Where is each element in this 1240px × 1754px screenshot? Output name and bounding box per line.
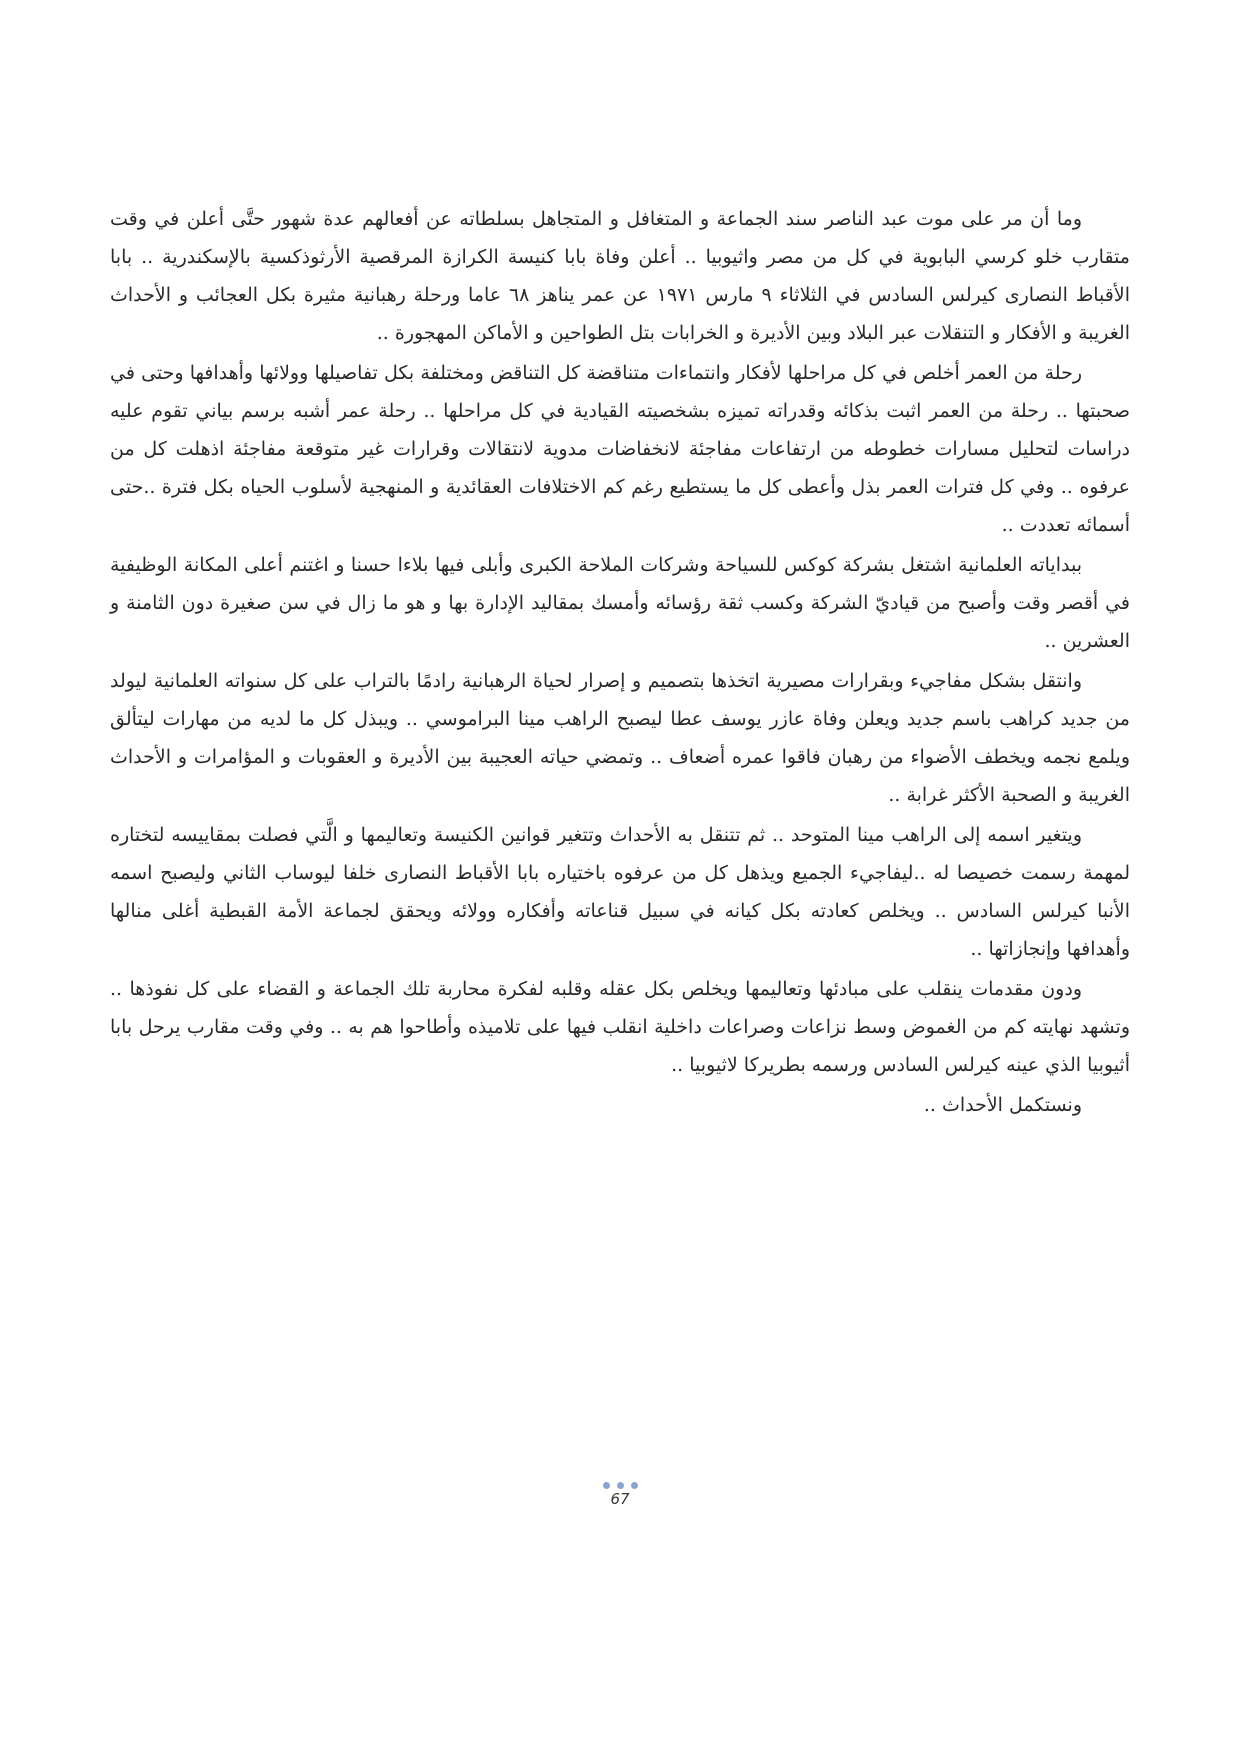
paragraph-1: وما أن مر على موت عبد الناصر سند الجماعة و المتغافل و المتجاهل بسلطاته عن أفعالهم عدة شهور حتَّى أعلن في وقت متقارب خلو كرسي البابوية في كل من مصر واثيوبيا .. أعلن وفاة بابا كنيسة الكرازة المرقصية الأرثوذكسية بالإسكندرية .. بابا الأقباط النصارى كيرلس السادس في الثلاثاء ٩ مارس ١٩٧١ عن عمر يناهز ٦٨ عاما ورحلة رهبانية مثيرة بكل العجائب و الأحداث الغريبة و الأفكار و التنقلات عبر البلاد وبين الأديرة و الخرابات بتل الطواحين و الأماكن المهجورة ..: [110, 208, 1130, 344]
ornament-dot: [617, 1482, 624, 1489]
paragraph-5: ويتغير اسمه إلى الراهب مينا المتوحد .. ثم تتنقل به الأحداث وتتغير قوانين الكنيسة وتعاليمها و الَّتي فصلت بمقاييسه لتختاره لمهمة رسمت خصيصا له ..ليفاجيء الجميع ويذهل كل من عرفوه باختياره بابا الأقباط النصارى خلفا ليوساب الثاني وليصبح اسمه الأنبا كيرلس السادس .. ويخلص كعادته بكل كيانه في سبيل قناعاته وأفكاره وولائه ويحقق لجماعة الأمة القبطية أغلى منالها وأهدافها وإنجازاتها ..: [110, 824, 1130, 960]
paragraph-6: ودون مقدمات ينقلب على مبادئها وتعاليمها ويخلص بكل عقله وقلبه لفكرة محاربة تلك الجماعة و القضاء على كل نفوذها .. وتشهد نهايته كم من الغموض وسط نزاعات وصراعات داخلية انقلب فيها على تلاميذه وأطاحوا هم به .. وفي وقت مقارب يرحل بابا أثيوبيا الذي عينه كيرلس السادس ورسمه بطريركا لاثيوبيا ..: [110, 978, 1130, 1076]
paragraph-2: رحلة من العمر أخلص في كل مراحلها لأفكار وانتماءات متناقضة كل التناقض ومختلفة بكل تفاصيلها وولائها وأهدافها وحتى في صحبتها .. رحلة من العمر اثبت بذكائه وقدراته تميزه بشخصيته القيادية في كل مراحلها .. رحلة عمر أشبه برسم بياني تقوم عليه دراسات لتحليل مسارات خطوطه من ارتفاعات مفاجئة لانخفاضات مدوية لانتقالات وقرارات غير متوقعة مفاجئة اذهلت كل من عرفوه .. وفي كل فترات العمر بذل وأعطى كل ما يستطيع رغم كم الاختلافات العقائدية و المنهجية لأسلوب الحياه بكل فترة ..حتى أسمائه تعددت ..: [110, 362, 1130, 536]
page-ornament-dots: [0, 1482, 1240, 1489]
document-body: [110, 200, 1130, 1126]
paragraph-3: ببداياته العلمانية اشتغل بشركة كوكس للسياحة وشركات الملاحة الكبرى وأبلى فيها بلاءا حسنا و اغتنم أعلى المكانة الوظيفية في أقصر وقت وأصبح من قياديّ الشركة وكسب ثقة رؤسائه وأمسك بمقاليد الإدارة بها و هو ما زال في سن صغيرة دون الثامنة و العشرين ..: [110, 554, 1130, 652]
page-number: 67: [610, 1490, 630, 1508]
ornament-dot: [603, 1482, 610, 1489]
page-footer: [0, 1482, 1240, 1508]
paragraph-4: وانتقل بشكل مفاجيء وبقرارات مصيرية اتخذها بتصميم و إصرار لحياة الرهبانية رادمًا بالتراب على كل سنواته العلمانية ليولد من جديد كراهب باسم جديد ويعلن وفاة عازر يوسف عطا ليصبح الراهب مينا البراموسي .. ويبذل كل ما لديه من مهارات ليتألق ويلمع نجمه ويخطف الأضواء من رهبان فاقوا عمره أضعاف .. وتمضي حياته العجيبة بين الأديرة و العقوبات و المؤامرات و الأحداث الغريبة و الصحبة الأكثر غرابة ..: [110, 670, 1130, 806]
ornament-dot: [631, 1482, 638, 1489]
paragraph-7: ونستكمل الأحداث ..: [923, 1094, 1082, 1116]
